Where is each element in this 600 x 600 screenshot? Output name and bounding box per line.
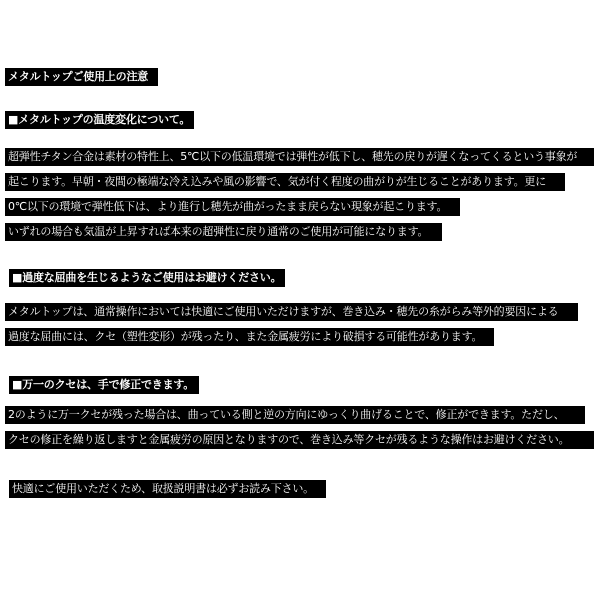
section1-line-2: 起こります。早朝・夜間の極端な冷え込みや風の影響で、気が付く程度の曲がりが生じることがあります。更に [5,173,565,191]
section1-heading: ■メタルトップの温度変化について。 [5,111,194,129]
section1-line-4: いずれの場合も気温が上昇すれば本来の超弾性に戻り通常のご使用が可能になります。 [5,223,442,241]
section3-line-1: 2のように万一クセが残った場合は、曲っている側と逆の方向にゆっくり曲げることで、修正ができます。ただし、 [5,406,585,424]
section1-line-1: 超弾性チタン合金は素材の特性上、5℃以下の低温環境では弾性が低下し、穂先の戻りが遅くなってくるという事象が [5,148,594,166]
section2-heading: ■過度な屈曲を生じるようなご使用はお避けください。 [9,269,285,287]
section1-line-3: 0℃以下の環境で弾性低下は、より進行し穂先が曲がったまま戻らない現象が起こります。 [5,198,460,216]
section2-line-1: メタルトップは、通常操作においては快適にご使用いただけますが、巻き込み・穂先の糸がらみ等外的要因による [5,303,578,321]
footer-note: 快適にご使用いただくため、取扱説明書は必ずお読み下さい。 [9,480,326,498]
section2-line-2: 過度な屈曲には、クセ（塑性変形）が残ったり、また金属疲労により破損する可能性があります。 [5,328,494,346]
section3-line-2: クセの修正を繰り返しますと金属疲労の原因となりますので、巻き込み等クセが残るような操作はお避けください。 [5,431,594,449]
notice-title: メタルトップご使用上の注意 [5,68,158,86]
section3-heading: ■万一のクセは、手で修正できます。 [9,376,199,394]
